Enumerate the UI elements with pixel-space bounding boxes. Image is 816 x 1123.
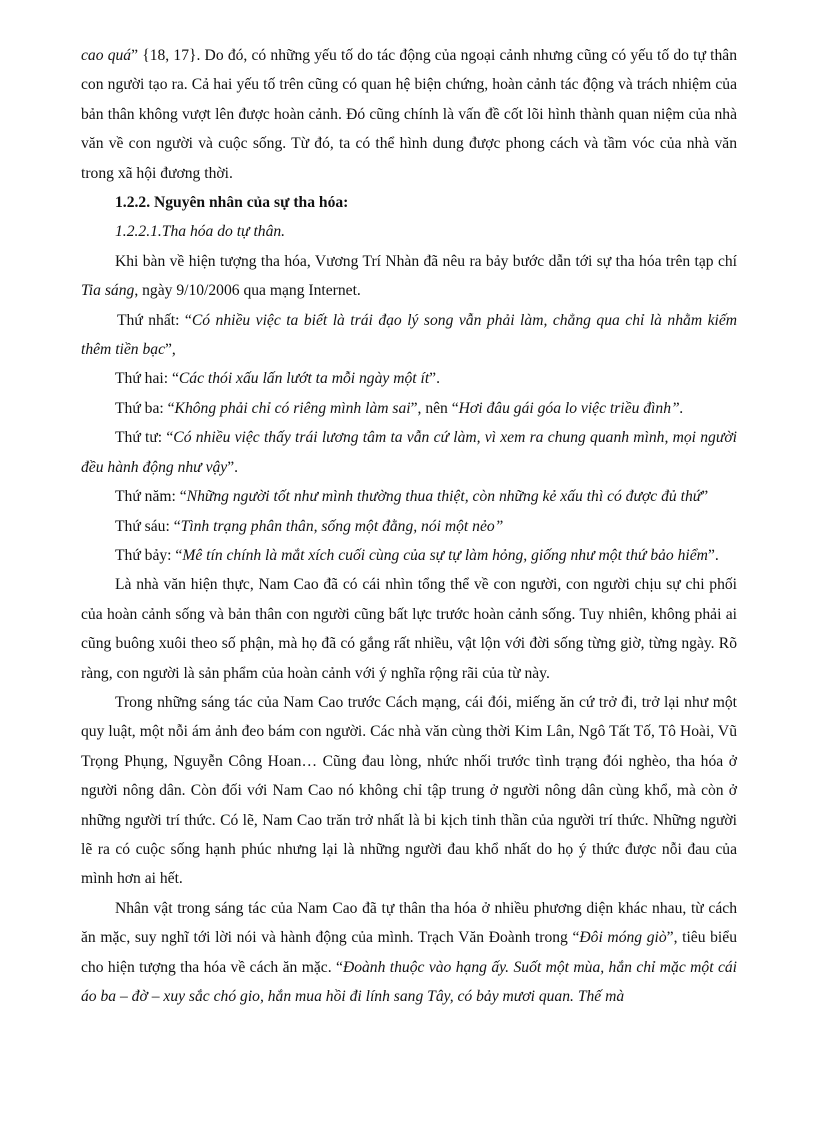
text-segment: Là nhà văn hiện thực, Nam Cao đã có cái nhìn tổng thể về con người, con người chịu sự chi phối của hoàn cảnh sống và bản thân con người cũng bất lực trước hoàn cảnh sống. Tuy nhiên, không phải ai cũng buông xuôi theo số phận, mà họ đã có gắng rất nhiều, vật lộn với đời sống từng giờ, từng ngày. Rõ ràng, con người là sản phẩm của hoàn cảnh với ý nghĩa rộng rãi của từ này. — [81, 576, 737, 682]
text-segment: Thứ ba: “ — [115, 399, 175, 417]
italic-text-segment: Đôi móng giò — [579, 929, 667, 947]
text-segment: ”. — [227, 458, 239, 476]
body-paragraph — [81, 306, 737, 365]
italic-text-segment: Có nhiều việc ta biết là trái đạo lý song vẫn phải làm, chẳng qua chỉ là nhằm kiếm thêm tiền bạc — [81, 311, 738, 359]
text-segment: ”. — [429, 370, 440, 388]
body-paragraph — [81, 512, 737, 541]
text-segment: Thứ tư: “ — [115, 429, 174, 447]
italic-text-segment: Các thói xấu lấn lướt ta mỗi ngày một ít — [178, 370, 430, 388]
text-segment: ”, — [165, 341, 176, 359]
italic-text-segment: Mê tín chính là mắt xích cuối cùng của sự tự làm hỏng, giống như một thứ bảo hiểm — [182, 546, 708, 564]
subsection-heading — [81, 217, 737, 246]
body-paragraph — [81, 482, 737, 511]
italic-text-segment: Có nhiều việc thấy trái lương tâm ta vẫn cứ làm, vì xem ra chung quanh mình, mọi người đều hành động như vậy — [81, 429, 737, 476]
document-page — [81, 41, 737, 1011]
body-paragraph — [81, 570, 737, 688]
body-paragraph — [81, 894, 737, 1012]
text-segment: : — [343, 194, 349, 212]
text-segment: Nhân vật trong sáng tác của Nam Cao đã tự thân tha hóa ở nhiều phương diện khác nhau, từ cách ăn mặc, suy nghĩ tới lời nói và hành động của mình. Trạch Văn Đoành trong “ — [81, 899, 737, 947]
italic-text-segment: Tia sáng — [81, 282, 135, 300]
body-paragraph — [81, 41, 737, 188]
text-segment: Thứ bảy: “ — [115, 546, 183, 564]
body-paragraph — [81, 247, 737, 306]
text-segment: ”, tiêu biểu cho hiện tượng tha hóa về cách ăn mặc. “ — [81, 929, 737, 976]
text-segment: ” — [701, 488, 709, 506]
text-segment: 1.2.2. Nguyên nhân của sự tha hóa — [115, 194, 344, 212]
text-segment: Thứ sáu: “ — [115, 517, 181, 535]
italic-text-segment: cao quá — [81, 47, 132, 64]
italic-text-segment: Không phải chỉ có riêng mình làm sai — [174, 399, 411, 417]
body-paragraph — [81, 541, 737, 570]
body-paragraph — [81, 688, 737, 894]
italic-text-segment: Hơi đâu gái góa lo việc triều đình”. — [458, 399, 684, 417]
text-segment: 1.2.2.1.Tha hóa do tự thân. — [115, 223, 286, 241]
body-paragraph — [81, 394, 737, 423]
italic-text-segment: Tình trạng phân thân, sống một đằng, nói một nẻo” — [180, 517, 504, 535]
text-segment: , ngày 9/10/2006 qua mạng Internet. — [134, 282, 361, 300]
text-segment: Thứ nhất: “ — [117, 311, 192, 329]
text-segment: Thứ hai: “ — [115, 370, 179, 388]
text-segment: ” {18, 17}. Do đó, có những yếu tố do tác động của ngoại cảnh nhưng cũng có yếu tố do tự thân con người tạo ra. Cả hai yếu tố trên cũng có quan hệ biện chứng, hoàn cảnh tác động và trách nhiệm của bản thân không vượt lên được hoàn cảnh. Đó cũng chính là vấn đề cốt lõi hình thành quan niệm của nhà văn về con người và cuộc sống. Từ đó, ta có thể hình dung được phong cách và tầm vóc của nhà văn trong xã hội đương thời. — [81, 47, 737, 182]
text-segment: Khi bàn về hiện tượng tha hóa, Vương Trí Nhàn đã nêu ra bảy bước dẫn tới sự tha hóa trên tạp chí — [115, 252, 737, 270]
text-segment: ”. — [707, 546, 719, 564]
body-paragraph — [81, 423, 737, 482]
italic-text-segment: Những người tốt như mình thường thua thiệt, còn những kẻ xấu thì có được đủ thứ — [186, 488, 702, 506]
text-segment: Thứ năm: “ — [115, 488, 187, 506]
text-segment: ”, nên “ — [410, 399, 459, 417]
italic-text-segment: Đoành thuộc vào hạng ấy. Suốt một mùa, hắn chỉ mặc một cái áo ba – đờ – xuy sắc chó gio, hắn mua hồi đi lính sang Tây, có bảy mươi quan. Thế mà — [81, 958, 737, 1005]
text-segment: Trong những sáng tác của Nam Cao trước Cách mạng, cái đói, miếng ăn cứ trở đi, trở lại như một quy luật, một nỗi ám ảnh đeo bám con người. Các nhà văn cùng thời Kim Lân, Ngô Tất Tố, Tô Hoài, Vũ Trọng Phụng, Nguyễn Công Hoan… Cũng đau lòng, nhức nhối trước tình trạng đói nghèo, tha hóa ở người nông dân. Còn đối với Nam Cao nó không chỉ tập trung ở người nông dân cùng khổ, mà còn ở những người trí thức. Có lẽ, Nam Cao trăn trở nhất là bi kịch tinh thần của người trí thức. Những người lẽ ra có cuộc sống hạnh phúc nhưng lại là những người đau khổ nhất do họ ý thức được nỗi đau của mình hơn ai hết. — [81, 693, 737, 888]
section-heading — [81, 188, 737, 217]
body-paragraph — [81, 364, 737, 393]
